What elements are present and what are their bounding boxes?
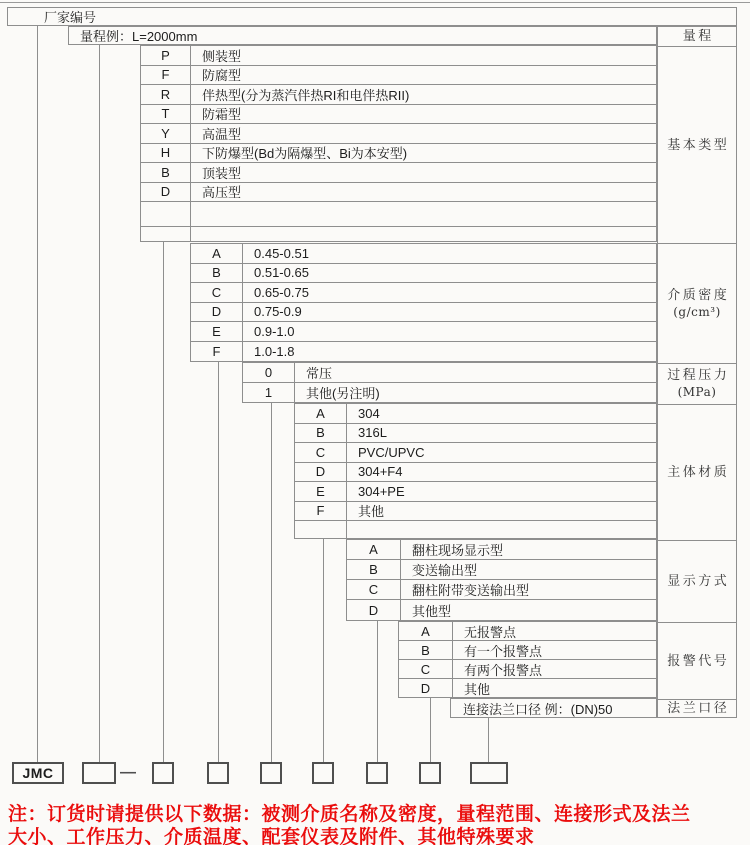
table-row xyxy=(347,600,656,620)
code-cell: P xyxy=(141,46,191,65)
desc-cell: 防霜型 xyxy=(202,107,242,123)
connector-line-alarm xyxy=(430,698,431,762)
code-cell: F xyxy=(295,502,347,521)
desc-cell: 其他型 xyxy=(412,603,452,619)
code-cell: 0 xyxy=(243,363,295,382)
category-label: 报警代号 xyxy=(667,653,730,669)
desc-cell: 0.51-0.65 xyxy=(254,265,309,281)
table-row xyxy=(191,342,656,362)
table-row xyxy=(243,383,656,403)
order-note-line2: 大小、工作压力、介质温度、配套仪表及附件、其他特殊要求 xyxy=(8,827,535,845)
desc-cell: 下防爆型(Bd为隔爆型、Bi为本安型) xyxy=(202,146,408,162)
table-row xyxy=(295,482,656,502)
desc-cell: 防腐型 xyxy=(202,68,242,84)
category-range xyxy=(658,27,736,46)
category-column xyxy=(657,26,737,718)
code-cell: Y xyxy=(141,124,191,143)
table-row xyxy=(295,443,656,463)
desc-cell: 304+PE xyxy=(358,483,405,499)
code-cell: A xyxy=(295,404,347,423)
factory-number-row xyxy=(7,7,737,26)
table-row-empty xyxy=(141,227,656,241)
desc-cell: 顶装型 xyxy=(202,165,242,181)
table-row xyxy=(347,580,656,600)
table-row xyxy=(191,244,656,264)
category-pressure xyxy=(658,363,736,404)
desc-cell: 高压型 xyxy=(202,185,242,201)
code-cell xyxy=(141,202,191,226)
category-label: 量程 xyxy=(682,29,714,44)
table-row xyxy=(399,679,656,698)
category-unit: (MPa) xyxy=(677,385,717,399)
desc-cell: 其他 xyxy=(358,504,385,520)
table-row xyxy=(295,463,656,483)
desc-cell: 高温型 xyxy=(202,126,242,142)
desc-cell: 有一个报警点 xyxy=(464,643,543,659)
desc-cell: 翻柱现场显示型 xyxy=(412,543,504,558)
category-label: 法兰口径 xyxy=(667,701,730,716)
connector-line-flange xyxy=(488,718,489,762)
table-row xyxy=(399,641,656,660)
code-cell xyxy=(295,521,347,538)
density-code-box xyxy=(207,762,229,784)
code-cell: A xyxy=(191,244,243,263)
code-cell: D xyxy=(295,463,347,482)
category-material xyxy=(658,404,736,540)
code-cell: B xyxy=(295,424,347,443)
connector-line-density xyxy=(218,362,219,762)
category-label: 基本类型 xyxy=(667,137,730,153)
model-prefix-box xyxy=(12,762,64,784)
separator-dash: — xyxy=(120,764,136,781)
pressure-table xyxy=(242,362,657,403)
display-mode-table xyxy=(346,539,657,621)
code-cell: B xyxy=(399,641,453,659)
range-example-row xyxy=(68,26,657,45)
desc-cell: 304 xyxy=(358,405,380,421)
connector-line-display-mode xyxy=(377,621,378,762)
category-flange xyxy=(658,699,736,717)
table-row xyxy=(191,264,656,284)
desc-cell: 0.9-1.0 xyxy=(254,323,295,339)
table-row xyxy=(141,66,656,86)
flange-row xyxy=(450,698,657,718)
table-row xyxy=(295,502,656,522)
category-label: 主体材质 xyxy=(667,465,730,480)
alarm-code-box xyxy=(419,762,441,784)
category-unit: (g/cm³) xyxy=(673,304,721,319)
desc-cell: 0.65-0.75 xyxy=(254,284,309,300)
desc-cell: 变送输出型 xyxy=(412,563,478,578)
code-cell: E xyxy=(295,482,347,501)
code-cell: B xyxy=(347,560,401,579)
category-label: 介质密度 xyxy=(667,287,730,303)
category-label: 显示方式 xyxy=(667,574,730,589)
order-note-line1: 注：订货时请提供以下数据：被测介质名称及密度，量程范围、连接形式及法兰 xyxy=(8,804,691,825)
desc-cell: 翻柱附带变送输出型 xyxy=(412,583,530,598)
table-row xyxy=(191,303,656,323)
desc-cell: 304+F4 xyxy=(358,464,403,480)
range-code-box xyxy=(82,762,116,784)
desc-cell: 316L xyxy=(358,425,387,441)
table-row-empty xyxy=(141,202,656,227)
code-cell: E xyxy=(191,322,243,341)
desc-cell: 连接法兰口径 例：(DN)50 xyxy=(463,702,613,717)
code-cell: C xyxy=(295,443,347,462)
code-cell: C xyxy=(191,283,243,302)
desc-cell: 无报警点 xyxy=(464,624,517,640)
table-row xyxy=(347,540,656,560)
code-cell: C xyxy=(347,580,401,599)
desc-cell xyxy=(191,202,656,226)
category-density xyxy=(658,243,736,363)
code-cell: B xyxy=(141,163,191,182)
category-alarm xyxy=(658,622,736,699)
category-display-mode xyxy=(658,540,736,622)
desc-cell: 0.45-0.51 xyxy=(254,245,309,261)
desc-cell xyxy=(191,227,656,241)
table-row xyxy=(191,283,656,303)
table-row xyxy=(347,560,656,580)
table-row xyxy=(141,183,656,203)
table-row xyxy=(141,144,656,164)
material-table xyxy=(294,403,657,539)
table-row xyxy=(141,85,656,105)
basic-type-code-box xyxy=(152,762,174,784)
basic-type-table xyxy=(140,45,657,242)
code-cell: C xyxy=(399,660,453,678)
code-cell: R xyxy=(141,85,191,104)
desc-cell: 0.75-0.9 xyxy=(254,304,302,320)
category-label: 过程压力 xyxy=(667,368,730,383)
desc-cell: 其他 xyxy=(464,682,491,697)
display-mode-code-box xyxy=(366,762,388,784)
desc-cell: 有两个报警点 xyxy=(464,662,543,678)
code-cell xyxy=(141,227,191,241)
desc-cell: 1.0-1.8 xyxy=(254,343,295,359)
desc-cell: 伴热型(分为蒸汽伴热RI和电伴热RII) xyxy=(202,87,410,103)
code-cell: D xyxy=(191,303,243,322)
table-row xyxy=(295,424,656,444)
code-cell: D xyxy=(347,600,401,620)
table-row xyxy=(243,363,656,383)
code-cell: B xyxy=(191,264,243,283)
code-cell: T xyxy=(141,105,191,124)
desc-cell: 其他(另注明) xyxy=(306,385,380,401)
code-cell: H xyxy=(141,144,191,163)
table-row xyxy=(295,404,656,424)
connector-line-basic-type xyxy=(163,242,164,762)
connector-line-factory xyxy=(37,26,38,762)
table-row xyxy=(141,105,656,125)
code-cell: D xyxy=(141,183,191,202)
range-example-label: 量程例：L=2000mm xyxy=(80,29,198,44)
pressure-code-box xyxy=(260,762,282,784)
connector-line-material xyxy=(323,539,324,762)
table-row xyxy=(141,124,656,144)
code-cell: A xyxy=(347,540,401,559)
desc-cell: 常压 xyxy=(306,365,333,381)
table-row xyxy=(451,699,656,718)
category-basic-type xyxy=(658,46,736,243)
table-row xyxy=(399,622,656,641)
factory-number-label: 厂家编号 xyxy=(44,10,97,25)
code-cell: A xyxy=(399,622,453,640)
density-table xyxy=(190,243,657,362)
connector-line-pressure xyxy=(271,403,272,762)
table-row xyxy=(141,46,656,66)
code-cell: D xyxy=(399,679,453,698)
table-row xyxy=(399,660,656,679)
flange-code-box xyxy=(470,762,508,784)
code-cell: 1 xyxy=(243,383,295,403)
material-code-box xyxy=(312,762,334,784)
desc-cell: 侧装型 xyxy=(202,48,242,64)
connector-line-range xyxy=(99,45,100,762)
code-cell: F xyxy=(141,66,191,85)
desc-cell: PVC/UPVC xyxy=(358,444,425,460)
table-row-empty xyxy=(295,521,656,538)
alarm-table xyxy=(398,621,657,698)
code-cell: F xyxy=(191,342,243,362)
table-row xyxy=(141,163,656,183)
table-row xyxy=(191,322,656,342)
top-border-line xyxy=(0,2,750,3)
desc-cell xyxy=(347,521,656,538)
model-prefix-label: JMC xyxy=(22,765,54,781)
